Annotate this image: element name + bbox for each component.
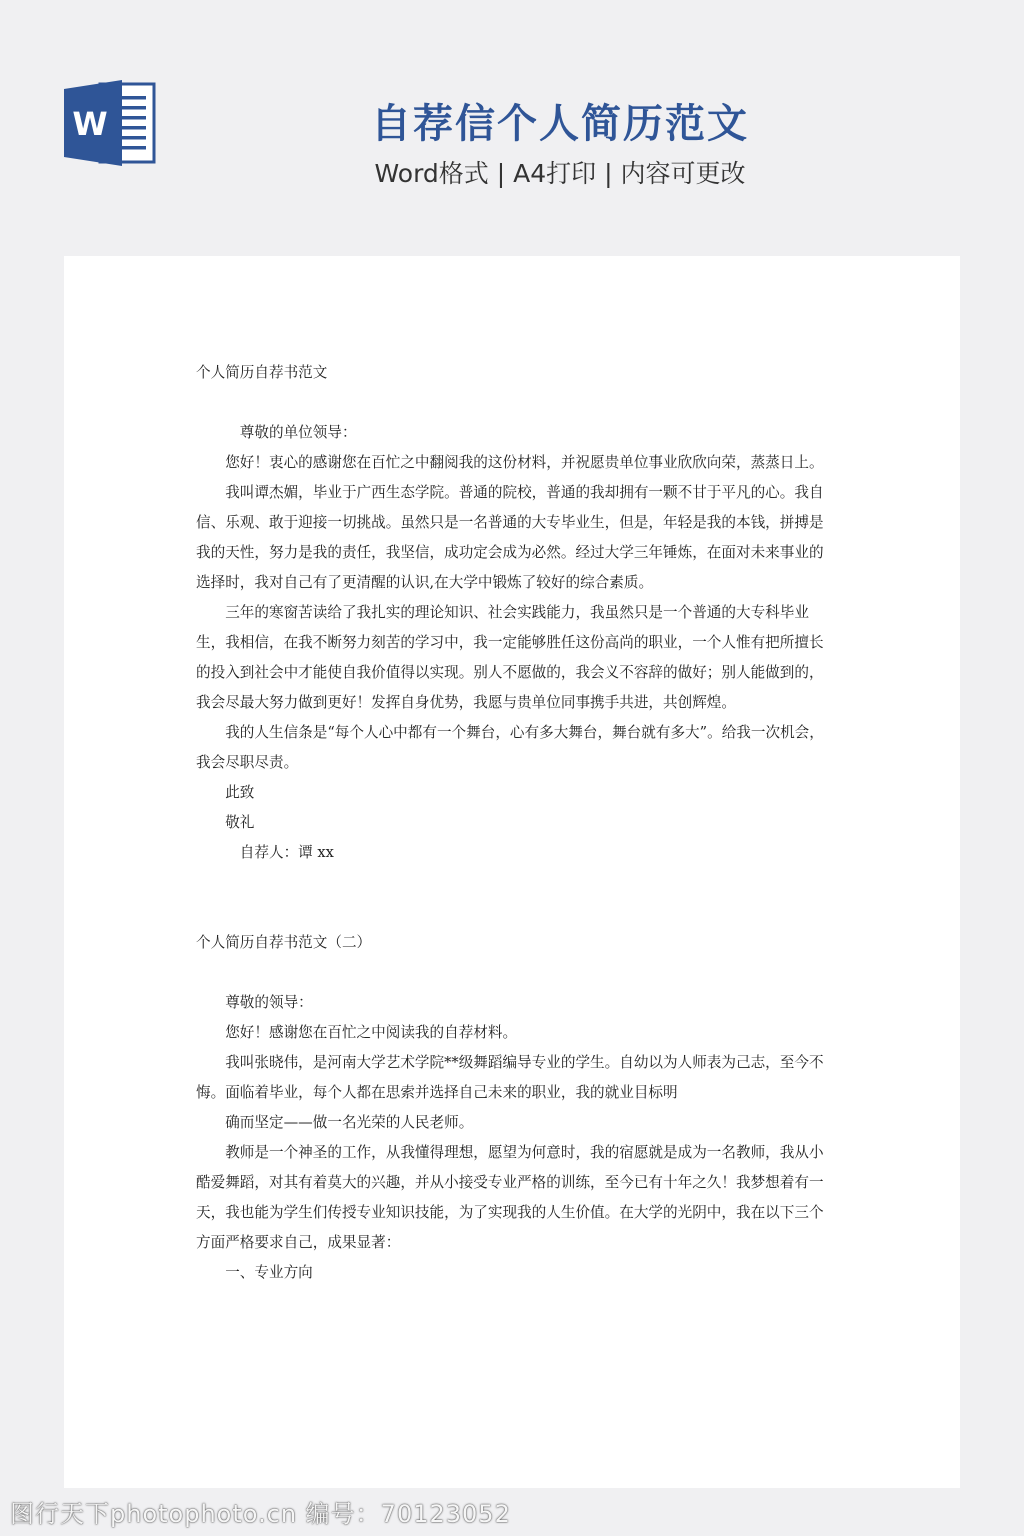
page-subtitle: Word格式 | A4打印 | 内容可更改 [374, 159, 746, 188]
doc2-salutation: 尊敬的领导： [225, 994, 313, 1011]
doc2-paragraph: 教师是一个神圣的工作，从我懂得理想，愿望为何意时，我的宿愿就是成为一名教师，我从小酷爱舞蹈，对其有着莫大的兴趣，并从小接受专业严格的训练，至今已有十年之久！我梦想着有一天，我也能为学生们传授专业知识技能，为了实现我的人生价值。在大学的光阴中，我在以下三个方面严格要求自己，成果显著： [196, 1144, 824, 1251]
doc2-heading: 个人简历自荐书范文（二） [196, 934, 372, 951]
doc1-closing-jingli: 敬礼 [225, 814, 255, 831]
doc1-heading: 个人简历自荐书范文 [196, 364, 328, 381]
document-page [64, 256, 960, 1488]
watermark: 图行天下photophoto.cn 编号：70123052 [10, 1500, 511, 1528]
doc2-paragraph: 确而坚定——做一名光荣的人民老师。 [225, 1114, 474, 1131]
doc1-paragraph: 您好！衷心的感谢您在百忙之中翻阅我的这份材料，并祝愿贵单位事业欣欣向荣，蒸蒸日上。 [225, 454, 824, 471]
doc1-closing-cizhi: 此致 [225, 784, 255, 801]
doc2-paragraph: 我叫张晓伟，是河南大学艺术学院**级舞蹈编导专业的学生。自幼以为人师表为己志，至今不悔。面临着毕业，每个人都在思索并选择自己未来的职业，我的就业目标明 [196, 1054, 824, 1101]
document-content [196, 358, 832, 1288]
page-header [0, 0, 1024, 256]
doc1-signature: 自荐人：谭 xx [239, 844, 334, 861]
word-document-icon [64, 80, 156, 166]
doc1-paragraph: 我的人生信条是“每个人心中都有一个舞台，心有多大舞台，舞台就有多大”。给我一次机会，我会尽职尽责。 [196, 724, 824, 771]
doc1-salutation: 尊敬的单位领导： [239, 424, 357, 441]
page-title: 自荐信个人简历范文 [371, 101, 749, 147]
word-icon-letter: W [72, 105, 108, 143]
doc2-paragraph: 您好！感谢您在百忙之中阅读我的自荐材料。 [225, 1024, 518, 1041]
doc1-paragraph: 我叫谭杰媚，毕业于广西生态学院。普通的院校，普通的我却拥有一颗不甘于平凡的心。我自信、乐观、敢于迎接一切挑战。虽然只是一名普通的大专毕业生，但是，年轻是我的本钱，拼搏是我的天性，努力是我的责任，我坚信，成功定会成为必然。经过大学三年锤炼，在面对未来事业的选择时，我对自己有了更清醒的认识,在大学中锻炼了较好的综合素质。 [196, 484, 824, 591]
doc2-section-heading: 一、专业方向 [225, 1264, 313, 1281]
doc1-paragraph: 三年的寒窗苦读给了我扎实的理论知识、社会实践能力，我虽然只是一个普通的大专科毕业生，我相信，在我不断努力刻苦的学习中，我一定能够胜任这份高尚的职业，一个人惟有把所擅长的投入到社会中才能使自我价值得以实现。别人不愿做的，我会义不容辞的做好；别人能做到的，我会尽最大努力做到更好！发挥自身优势，我愿与贵单位同事携手共进，共创辉煌。 [196, 604, 824, 711]
